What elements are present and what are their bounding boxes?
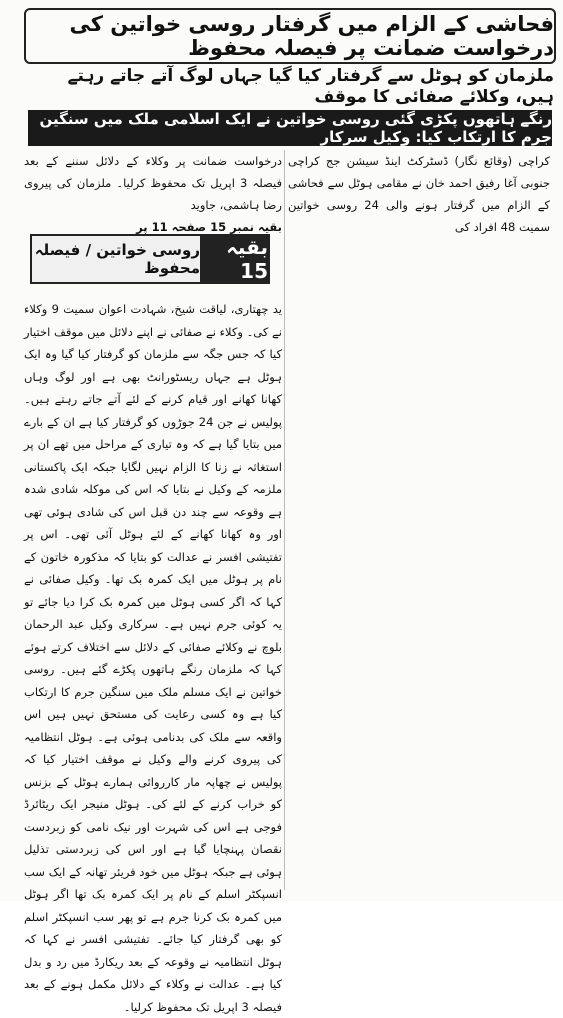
article-column-right [288, 150, 550, 238]
article-column-left [24, 150, 282, 238]
subheadline: ملزمان کو ہوٹل سے گرفتار کیا گیا جہاں لوگ آتے جاتے رہتے ہیں، وکلائے صفائی کا موقف [67, 66, 554, 107]
headline: فحاشی کے الزام میں گرفتار روسی خواتین کی درخواست ضمانت پر فیصلہ محفوظ [24, 8, 556, 64]
article-continuation: درخواست ضمانت پر وکلاء کے دلائل سننے کے بعد فیصلہ 3 اپریل تک محفوظ کرلیا۔ ملزمان کی پیروی رضا ہاشمی، جاوید [24, 154, 282, 212]
continuation-number: بقیہ 15 [200, 234, 270, 284]
column-divider [284, 150, 285, 890]
article-intro: کراچی (وقائع نگار) ڈسٹرکٹ اینڈ سیشن جج کراچی جنوبی آغا رفیق احمد خان نے مقامی ہوٹل سے فحاشی کے الزام میں گرفتار ہونے والی 24 روسی خواتین سمیت 48 افراد کی [288, 154, 550, 234]
continuation-banner [30, 234, 270, 284]
continuation-title: روسی خواتین / فیصلہ محفوظ [30, 234, 200, 284]
highlight-bar: رنگے ہاتھوں پکڑی گئی روسی خواتین نے ایک اسلامی ملک میں سنگین جرم کا ارتکاب کیا: وکیل سرکار [28, 110, 552, 146]
continuation-body: ید چھتاری، لیاقت شیخ، شہادت اعوان سمیت 9 وکلاء نے کی۔ وکلاء نے صفائی نے اپنے دلائل میں موقف اختیار کیا کہ جس جگہ سے ملزمان کو گرفتار کیا گیا وہ ایک ہوٹل ہے جہاں ریسٹورانٹ بھی ہے اور لوگ وہاں کھانا کھانے اور قیام کرنے کے لئے آتے جاتے رہتے ہیں۔ پولیس نے جن 24 جوڑوں کو گرفتار کیا ہے ان کے بارے میں بتایا گیا ہے کہ وہ تیاری کے مراحل میں تھے ان پر استغاثہ نے زنا کا الزام نہیں لگایا جبکہ ایک پاکستانی ملزمہ کے وکیل نے بتایا کہ اس کی موکلہ شادی شدہ ہے وقوعہ سے چند دن قبل اس کی شادی ہوئی تھی اور وہ کھانا کھانے کے لئے ہوٹل آئی تھی۔ اس پر تفتیشی افسر نے عدالت کو بتایا کہ مذکورہ خاتون کے نام پر ہوٹل میں ایک کمرہ بک تھا۔ وکیل صفائی نے کہا کہ اگر کسی ہوٹل میں کمرہ بک کرا دیا جائے تو یہ کوئی جرم نہیں ہے۔ سرکاری وکیل عبد الرحمان بلوچ نے وکلائے صفائی کے دلائل سے اختلاف کرتے ہوئے کہا کہ ملزمان رنگے ہاتھوں پکڑے گئے ہیں۔ روسی خواتین نے ایک مسلم ملک میں سنگین جرم کا ارتکاب کیا ہے وہ کسی رعایت کی مستحق نہیں ہیں اس واقعہ سے ملک کی بدنامی ہوئی ہے۔ ہوٹل انتظامیہ کی پیروی کرنے والے وکیل نے موقف اختیار کیا کہ پولیس نے چھاپہ مار کارروائی ہمارے ہوٹل کے بزنس کو خراب کرنے کے لئے کی۔ ہوٹل منیجر ایک ریٹائرڈ فوجی ہے اس کی شہرت اور نیک نامی کو زبردست نقصان پہنچایا گیا ہے اور اس کی زبردستی تذلیل ہوئی ہے جبکہ ہوٹل میں خود فریئر تھانہ کے ایک سب انسپکٹر اسلم کے نام پر ایک کمرہ بک تھا اگر ہوٹل میں کمرہ بک کرنا جرم ہے تو پھر سب انسپکٹر اسلم کو بھی گرفتار کیا جائے۔ تفتیشی افسر نے کہا کہ ہوٹل انتظامیہ نے وقوعہ کے بعد ریکارڈ میں رد و بدل کیا ہے۔ عدالت نے وکلاء کے دلائل مکمل ہونے کے بعد فیصلہ 3 اپریل تک محفوظ کرلیا۔ [24, 302, 283, 1014]
continued-reference: بقیہ نمبر 15 صفحہ 11 پر [136, 220, 282, 234]
